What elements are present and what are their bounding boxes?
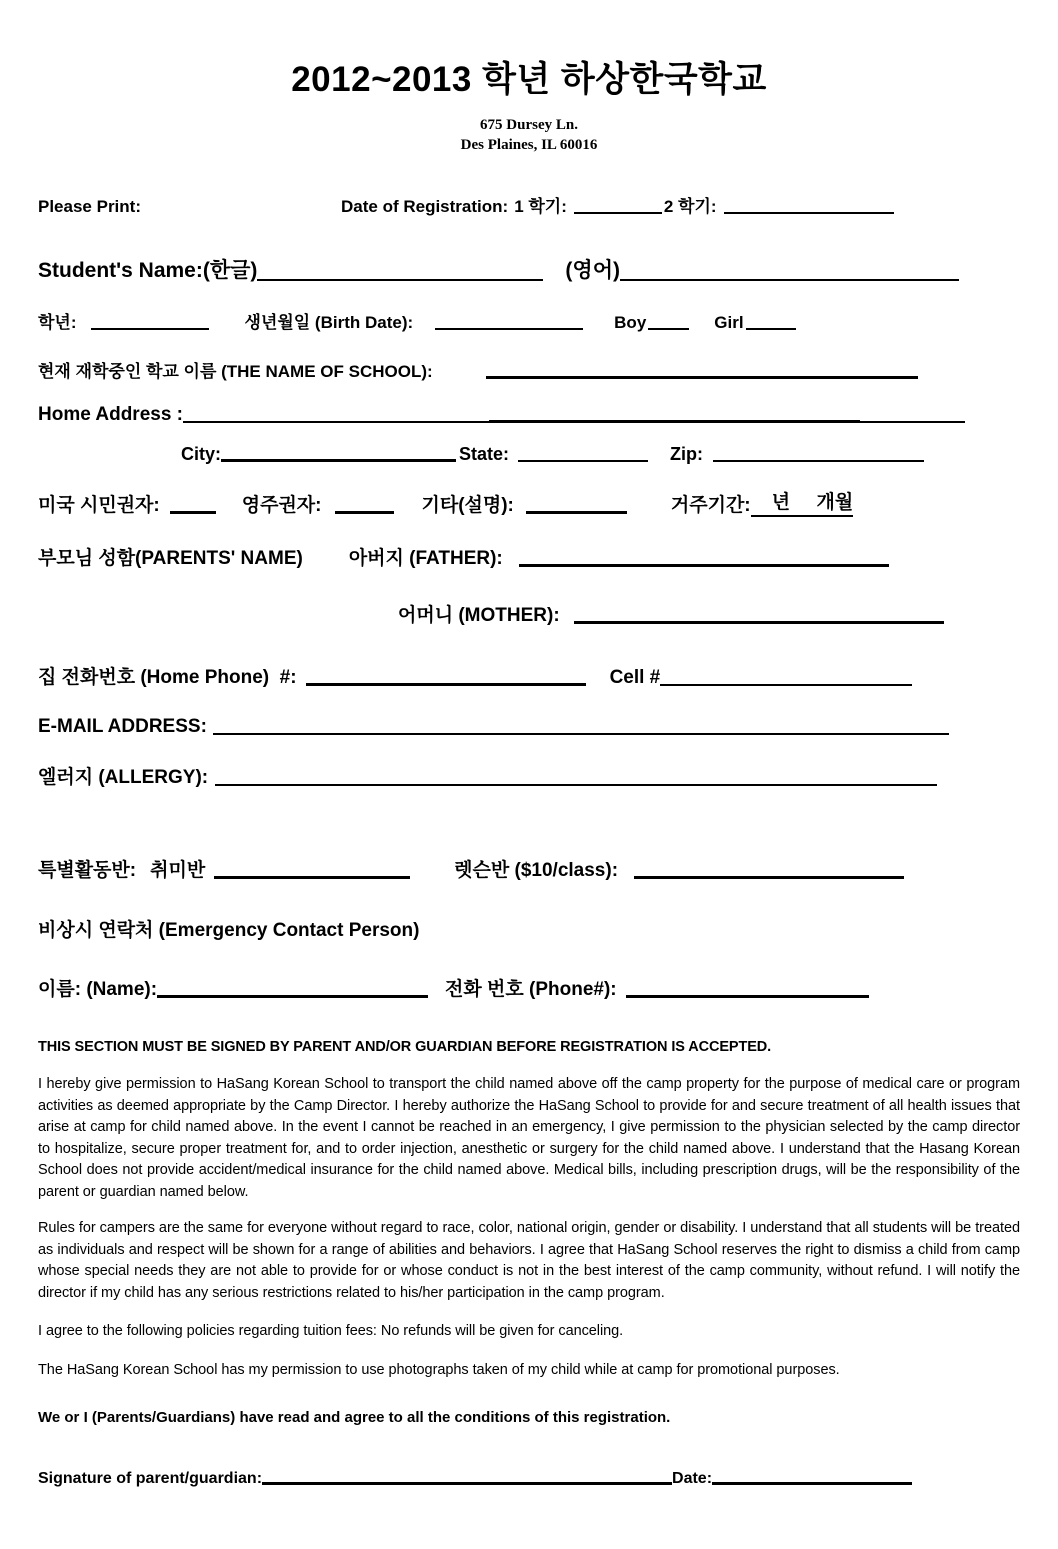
special-activity-row [38, 855, 1020, 882]
home-address-input-left[interactable] [183, 420, 489, 423]
boy-label: Boy [614, 313, 647, 332]
semester-1-input[interactable] [574, 211, 662, 214]
signature-label: Signature of parent/guardian: [38, 1470, 263, 1487]
lesson-class-input[interactable] [634, 875, 904, 879]
school-address [38, 115, 1020, 155]
mother-name-input[interactable] [574, 620, 944, 624]
emergency-phone-input[interactable] [626, 994, 869, 998]
signature-date-label: Date: [672, 1470, 713, 1487]
emergency-contact-fields-row [38, 974, 1020, 1001]
date-of-registration-label: Date of Registration: [341, 197, 509, 216]
mother-name-row [38, 600, 1020, 627]
address-line-1: 675 Dursey Ln. [480, 117, 578, 133]
home-phone-input[interactable] [306, 682, 586, 686]
residency-period-label: 거주기간: [670, 495, 751, 516]
cell-phone-input[interactable] [660, 683, 912, 686]
birth-date-input[interactable] [435, 327, 583, 330]
grade-label: 학년: [38, 313, 77, 332]
emergency-name-label: 이름: (Name): [38, 979, 158, 1000]
special-activity-label: 특별활동반: [38, 860, 137, 881]
permanent-resident-label: 영주권자: [241, 495, 322, 516]
current-school-input[interactable] [486, 375, 918, 379]
legal-section-heading: THIS SECTION MUST BE SIGNED BY PARENT AND/OR GUARDIAN BEFORE REGISTRATION IS ACCEPTED. [38, 1039, 772, 1055]
city-state-zip-row [38, 444, 1020, 465]
allergy-input[interactable] [215, 783, 937, 786]
other-explain-label: 기타(설명): [421, 495, 514, 516]
signature-date-input[interactable] [712, 1481, 912, 1485]
us-citizen-label: 미국 시민권자: [38, 495, 160, 516]
home-address-row [38, 404, 1020, 426]
signature-row [38, 1470, 1020, 1488]
father-label: 아버지 (FATHER): [348, 548, 503, 569]
father-name-row [38, 543, 1020, 570]
student-name-label: Student's Name:(한글) [38, 259, 258, 282]
emergency-phone-label: 전화 번호 (Phone#): [445, 979, 617, 1000]
state-input[interactable] [518, 459, 648, 462]
lesson-class-label: 렛슨반 ($10/class): [454, 860, 619, 881]
phone-row [38, 662, 1020, 689]
page-title: 2012~2013 학년 하상한국학교 [291, 60, 767, 99]
emergency-contact-heading-row [38, 915, 1020, 942]
hobby-class-label: 취미반 [150, 860, 206, 881]
allergy-label: 엘러지 (ALLERGY): [38, 767, 209, 788]
registration-form-page [0, 52, 1058, 1549]
legal-paragraph-4: The HaSang Korean School has my permission to use photographs taken of my child while at camp for promotional purposes. [38, 1361, 840, 1378]
current-school-label: 현재 재학중인 학교 이름 (THE NAME OF SCHOOL): [38, 362, 433, 381]
city-input[interactable] [221, 458, 456, 462]
grade-input[interactable] [91, 327, 209, 330]
father-name-input[interactable] [519, 563, 889, 567]
semester-1-label: 1 학기: [514, 197, 567, 216]
legal-paragraph-3: I agree to the following policies regarding tuition fees: No refunds will be given for canceling. [38, 1323, 624, 1339]
agreement-statement: We or I (Parents/Guardians) have read and agree to all the conditions of this registration. [38, 1409, 671, 1426]
hobby-class-input[interactable] [214, 875, 410, 879]
student-name-english-label: (영어) [565, 259, 620, 282]
home-address-input-right[interactable] [489, 419, 860, 423]
signature-input[interactable] [262, 1481, 672, 1485]
state-label: State: [459, 444, 510, 464]
registration-date-row [38, 192, 1020, 217]
home-phone-label: 집 전화번호 (Home Phone) #: [38, 667, 297, 688]
cell-phone-label: Cell # [609, 667, 661, 688]
grade-birth-gender-row [38, 308, 1020, 333]
mother-label: 어머니 (MOTHER): [398, 605, 560, 626]
girl-label: Girl [714, 313, 744, 332]
residency-years-input[interactable]: 년 [751, 487, 790, 517]
allergy-row [38, 762, 1020, 789]
legal-paragraph-2: Rules for campers are the same for everyone without regard to race, color, national origin, gender or disability. I understand that all students will be treated as individuals and respect will be shown for a range of abilities and behaviors. I agree that HaSang School reserves the right to dismiss a child from camp whose special needs they are not able to provide for or whose conduct is not in the best interest of the camp community, without refund. I will notify the director if my child has any serious restrictions related to his/her participation in the camp program. [38, 1220, 1020, 1301]
birth-date-label: 생년월일 (Birth Date): [244, 313, 414, 332]
citizenship-row [38, 487, 1020, 517]
parents-name-label: 부모님 성함(PARENTS' NAME) [38, 548, 303, 569]
address-line-2: Des Plaines, IL 60016 [460, 137, 598, 153]
home-address-input-end[interactable] [860, 420, 965, 423]
city-label: City: [181, 444, 221, 464]
zip-label: Zip: [670, 444, 704, 464]
semester-2-input[interactable] [724, 211, 894, 214]
semester-2-label: 2 학기: [663, 197, 717, 216]
home-address-label: Home Address : [38, 404, 183, 425]
us-citizen-input[interactable] [170, 510, 216, 514]
legal-paragraph-1: I hereby give permission to HaSang Korean School to transport the child named above off the camp property for the purpose of medical care or program activities as deemed appropriate by the Camp Director. I hereby authorize the HaSang School to provide for and secure treatment of all health issues that arise at camp for child named above. In the event I cannot be reached in an emergency, I give permission to the physician selected by the camp director to hospitalize, secure proper treatment for, and to order injection, anesthetic or surgery for the child named above. I understand that the Hasang Korean School does not provide accident/medical insurance for the child named above. Medical bills, including prescription drugs, will be the responsibility of the parent or guardian named below. [38, 1076, 1020, 1200]
current-school-row [38, 357, 1020, 382]
student-name-english-input[interactable] [620, 278, 959, 281]
student-name-row [38, 254, 1020, 284]
boy-checkbox-input[interactable] [648, 327, 689, 330]
email-label: E-MAIL ADDRESS: [38, 716, 207, 737]
email-input[interactable] [213, 732, 949, 735]
emergency-name-input[interactable] [157, 994, 428, 998]
please-print-label: Please Print: [38, 197, 141, 216]
student-name-korean-input[interactable] [257, 278, 543, 281]
permanent-resident-input[interactable] [335, 510, 394, 514]
zip-input[interactable] [713, 459, 924, 462]
other-explain-input[interactable] [526, 510, 627, 514]
residency-months-input[interactable]: 개월 [790, 487, 853, 517]
emergency-contact-label: 비상시 연락처 (Emergency Contact Person) [38, 920, 420, 941]
girl-checkbox-input[interactable] [746, 327, 796, 330]
email-row [38, 716, 1020, 738]
